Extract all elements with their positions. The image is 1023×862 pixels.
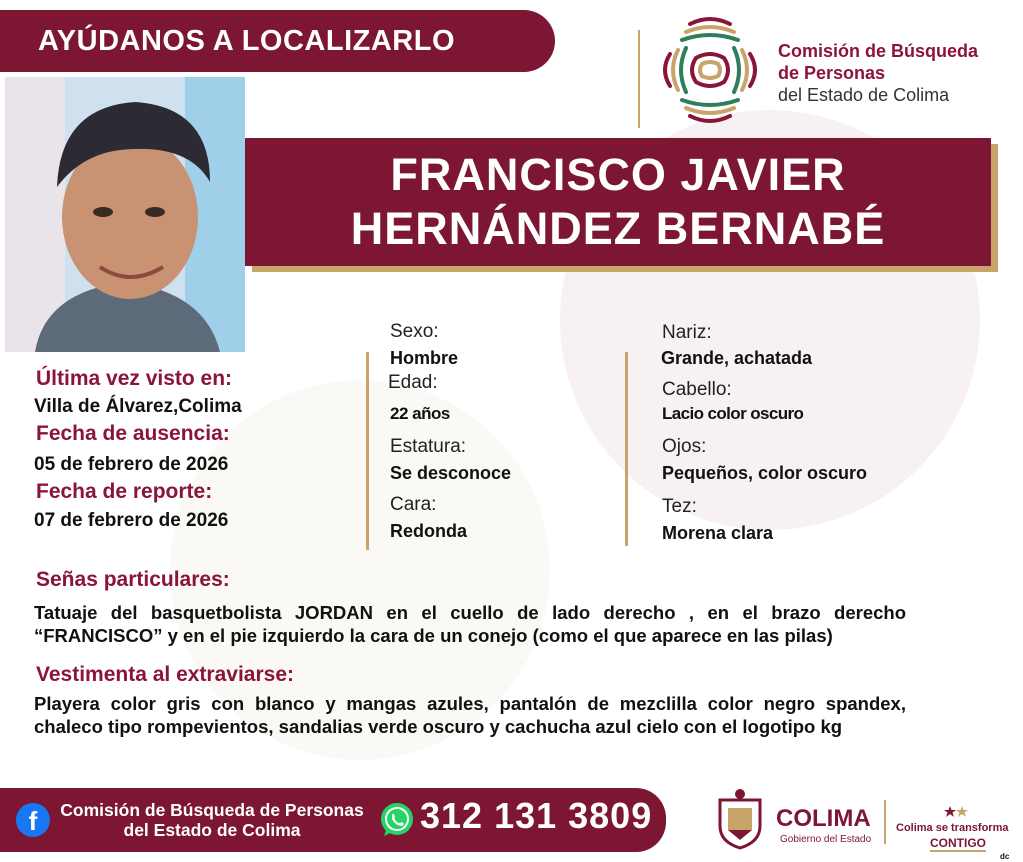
eyes-label: Ojos:: [662, 436, 707, 457]
facebook-page-name[interactable]: [54, 800, 370, 840]
distinguishing-marks-label: Señas particulares:: [36, 568, 230, 591]
missing-person-photo: [5, 77, 245, 352]
org-line2: de Personas: [778, 63, 886, 83]
colima-seal-icon: [712, 786, 768, 850]
divider-right: [625, 352, 628, 546]
help-locate-banner: [0, 10, 555, 72]
distinguishing-marks-text: Tatuaje del basquetbolista JORDAN en el cuello de lado derecho , en el brazo derecho “FRANCISCO” y en el pie izquierdo la cara de un conejo (como el que aparece en las pilas): [34, 602, 906, 646]
clothing-text: Playera color gris con blanco y mangas azules, pantalón de mezclilla color negro spandex, chaleco tipo rompevientos, sandalias verde oscuro y cachucha azul cielo con el logotipo kg: [34, 693, 906, 737]
person-name-box: [245, 138, 991, 266]
colima-subtitle: Gobierno del Estado: [780, 834, 872, 845]
report-date-label: Fecha de reporte:: [36, 480, 213, 503]
nose-label: Nariz:: [662, 322, 712, 343]
height-label: Estatura:: [390, 436, 467, 457]
corner-tag: dc: [1000, 852, 1010, 861]
face-value: Redonda: [390, 521, 468, 541]
height-value: Se desconoce: [390, 463, 512, 483]
divider-left: [366, 352, 369, 550]
contact-phone[interactable]: 312 131 3809: [420, 795, 653, 836]
org-line3: del Estado de Colima: [778, 85, 950, 105]
absence-date-value: 05 de febrero de 2026: [34, 454, 229, 475]
logo-divider: [638, 30, 640, 128]
banner-title: AYÚDANOS A LOCALIZARLO: [38, 24, 455, 57]
slogan-line2: CONTIGO: [930, 836, 986, 850]
hair-value: Lacio color oscuro: [662, 404, 804, 423]
commission-logo-icon: [660, 14, 760, 126]
last-seen-value: Villa de Álvarez,Colima: [34, 396, 242, 417]
age-label: Edad:: [388, 372, 438, 393]
face-label: Cara:: [390, 494, 437, 515]
eyes-value: Pequeños, color oscuro: [662, 463, 868, 483]
nose-value: Grande, achatada: [661, 348, 813, 368]
org-line1: Comisión de Búsqueda: [778, 41, 979, 61]
complexion-label: Tez:: [662, 496, 697, 517]
absence-date-label: Fecha de ausencia:: [36, 422, 230, 445]
sex-label: Sexo:: [390, 321, 439, 342]
sex-value: Hombre: [390, 348, 459, 368]
facebook-line2: del Estado de Colima: [123, 820, 301, 840]
complexion-value: Morena clara: [662, 523, 774, 543]
whatsapp-icon[interactable]: [378, 801, 416, 839]
commission-name: [778, 40, 978, 106]
footer-divider: [884, 800, 886, 844]
slogan-line1: Colima se transforma: [896, 822, 1009, 834]
person-name-first: FRANCISCO JAVIER: [390, 149, 846, 200]
contact-band: [0, 788, 666, 852]
clothing-label: Vestimenta al extraviarse:: [36, 663, 294, 686]
last-seen-label: Última vez visto en:: [36, 367, 233, 390]
facebook-line1: Comisión de Búsqueda de Personas: [60, 800, 364, 820]
slogan-stars-icon: [944, 804, 968, 820]
report-date-value: 07 de febrero de 2026: [34, 510, 229, 531]
colima-wordmark: COLIMA: [776, 805, 871, 832]
facebook-icon[interactable]: f: [16, 803, 50, 837]
person-name-last: HERNÁNDEZ BERNABÉ: [350, 203, 886, 254]
hair-label: Cabello:: [662, 379, 732, 400]
age-value: 22 años: [390, 404, 450, 423]
